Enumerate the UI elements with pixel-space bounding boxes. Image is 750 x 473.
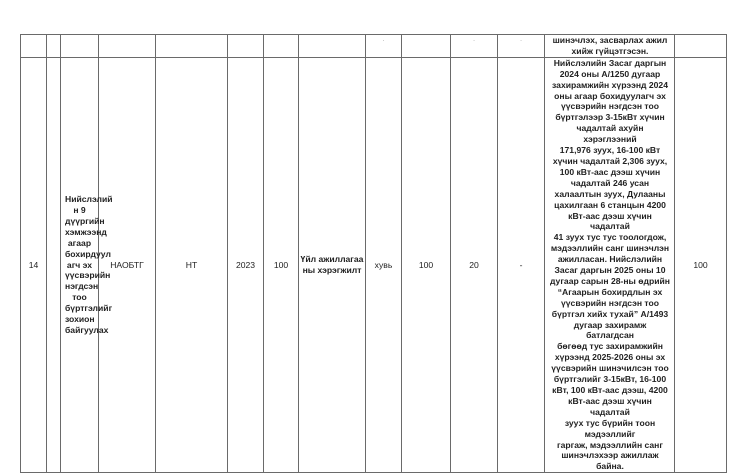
description-line: 100 кВт-аас дээш хүчин: [559, 166, 661, 177]
description-line: хийж гүйцэтгэсэн.: [571, 45, 649, 56]
description-line: оны агаар бохидуулагч эх: [554, 90, 666, 101]
cell: [47, 57, 61, 472]
description-line: үүсвэрийн нэгдсэн тоо: [561, 101, 659, 112]
year: 2023: [228, 57, 264, 472]
description-line: 2024 оны А/1250 дугаар: [559, 68, 661, 79]
description-line: зуух тус бүрийн тоон: [564, 417, 656, 428]
description-line: захирамжийн хүрээнд 2024: [552, 79, 668, 90]
description-line: дугаар сарын 28-ны өдрийн: [550, 275, 670, 286]
cell: [228, 35, 264, 58]
type-code: НТ: [156, 57, 228, 472]
cell: [21, 35, 47, 58]
description-line: бүртгэлээр 3-15кВт хүчин: [555, 112, 665, 123]
value-1: 100: [264, 57, 299, 472]
description-line: халаалтын зуух, Дулааны: [554, 188, 666, 199]
description-line: үүсвэрийн шинэчилсэн тоо: [551, 363, 669, 374]
description-line: цахилгаан 6 станцын 4200: [554, 199, 666, 210]
description-line: 171,976 зуух, 16-100 кВт: [559, 145, 661, 156]
dot-mark: ·: [519, 35, 523, 45]
description-line: бөгөөд тус захирамжийн: [557, 341, 663, 352]
description-line: бүртгэлийг 3-15кВт, 16-100: [553, 374, 667, 385]
description-line: 41 зуух тус тус тоологдож,: [553, 232, 667, 243]
value-2: 100: [402, 57, 451, 472]
description-line: чадалтай ахуйн хэрэглээний: [576, 123, 644, 145]
cell: [61, 35, 99, 58]
row-number: 14: [21, 57, 47, 472]
description-line: хүчин чадалтай 2,306 зуух,: [552, 155, 668, 166]
organization: НАОБТГ: [99, 57, 156, 472]
description-cell-continued: [545, 35, 675, 58]
description-line: шинэчлэх, засварлах ажил: [552, 35, 668, 45]
cell: [47, 35, 61, 58]
description-line: шинэчлэхээр ажиллаж: [561, 450, 659, 461]
cell: [402, 35, 451, 58]
description-line: Нийслэлийн Засаг даргын: [553, 57, 667, 68]
description-line: Засаг даргын 2025 оны 10: [554, 265, 666, 276]
table-row-continued: [21, 35, 727, 58]
description-line: кВт, 100 кВт-аас дээш, 4200: [552, 385, 668, 395]
cell: [675, 35, 727, 58]
value-3: 20: [451, 57, 498, 472]
description-line: кВт-аас дээш хүчин чадалтай: [568, 210, 652, 232]
dot-mark: ·: [382, 35, 385, 45]
description-line: кВт-аас дээш хүчин чадалтай: [568, 395, 652, 417]
description-line: үүсвэрийн нэгдсэн тоо: [561, 297, 659, 308]
description-line: дугаар захирамж батлагдсан: [573, 319, 647, 341]
cell: [451, 35, 498, 58]
unit: хувь: [366, 57, 402, 472]
value-4: -: [498, 57, 545, 472]
description-line: ажилласан. Нийслэлийн: [557, 254, 663, 265]
dot-mark: ·: [472, 35, 476, 45]
cell: [264, 35, 299, 58]
score: 100: [675, 57, 727, 472]
cell: [156, 35, 228, 58]
description-line: байна.: [596, 461, 624, 472]
report-table: [20, 34, 727, 473]
description-line: мэдээллийн санг шинэчлэн: [550, 243, 670, 254]
table-row: [21, 57, 727, 472]
description-line: гаргаж, мэдээллийн санг: [557, 439, 663, 450]
description-line: чадалтай 246 усан: [570, 177, 650, 188]
description-line: бүртгэл хийх тухай” А/1493: [551, 308, 669, 319]
cell: [299, 35, 366, 58]
activity-title: Нийслэлий н 9 дүүргийн хэмжээнд агаар бохирдуул агч эх үүсвэрийн нэгдсэн тоо бүртгэлийг зохион байгуулах: [61, 57, 99, 472]
description-line: “Агаарын бохирдлын эх: [557, 286, 663, 297]
cell: [366, 35, 402, 58]
description-line: хүрээнд 2025-2026 оны эх: [554, 352, 666, 363]
description-line: мэдээллийг: [584, 428, 636, 439]
cell: [99, 35, 156, 58]
description-cell: [545, 57, 675, 472]
cell: [498, 35, 545, 58]
indicator-category: Үйл ажиллагаа ны хэрэгжилт: [299, 57, 366, 472]
